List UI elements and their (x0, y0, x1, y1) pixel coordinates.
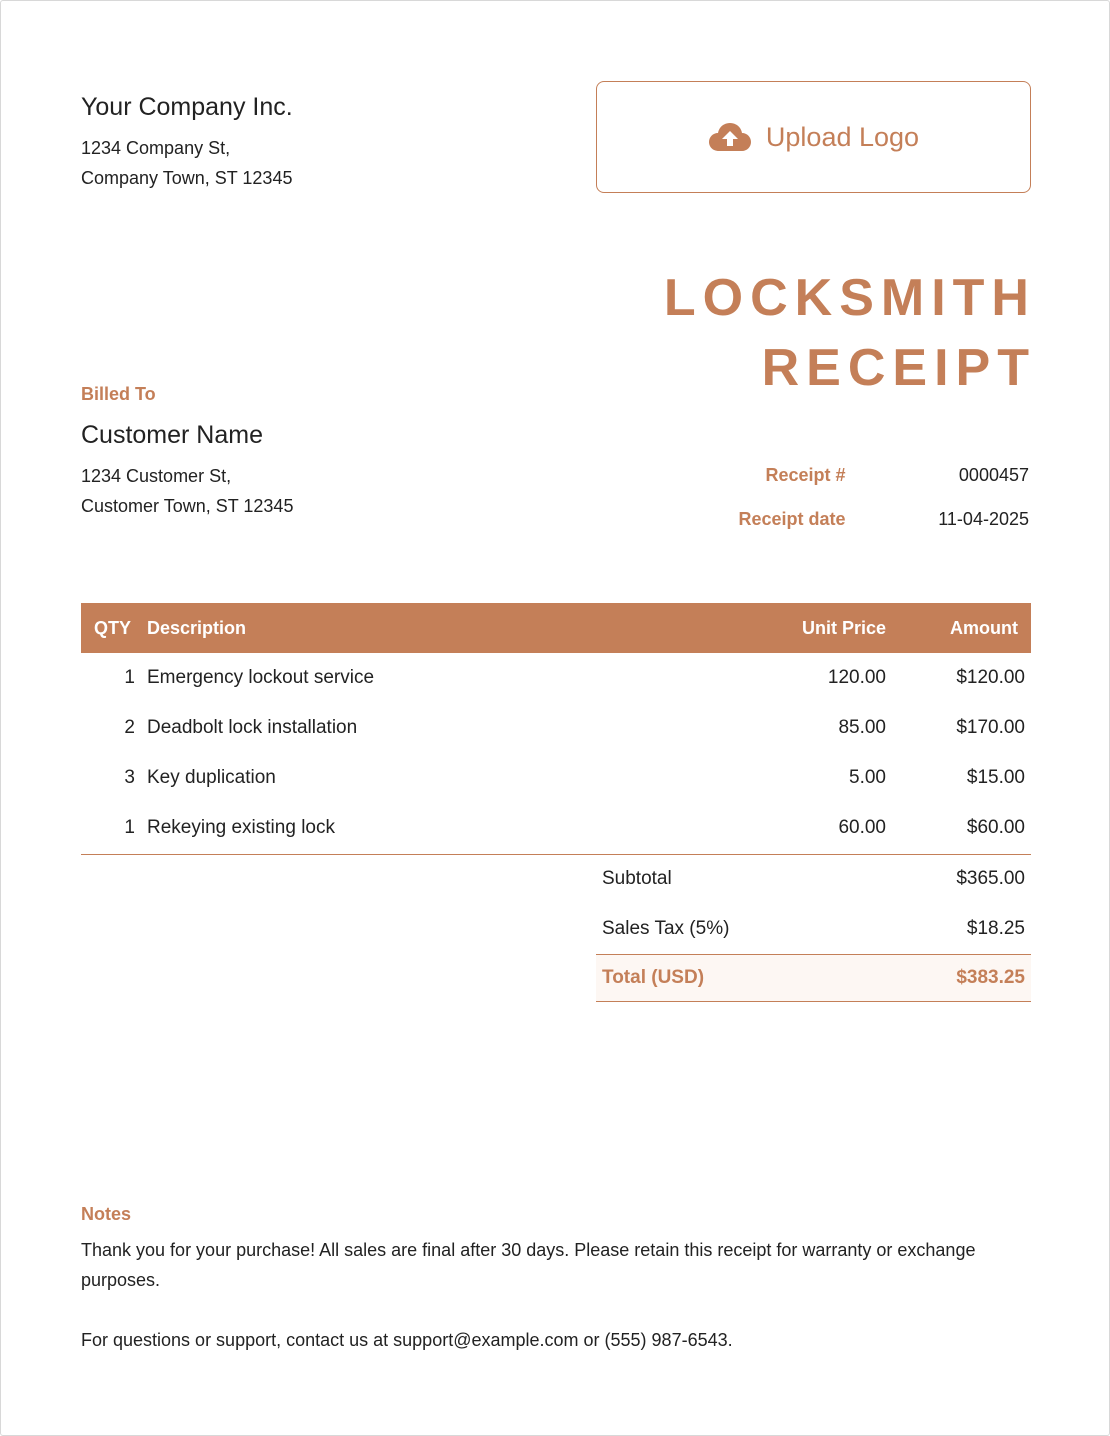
receipt-meta (589, 453, 1029, 541)
upload-logo-label: Upload Logo (765, 121, 920, 152)
table-row (81, 653, 1031, 703)
subtotal-row (596, 854, 1031, 904)
total-label: Total (USD) (602, 967, 705, 988)
table-row (81, 803, 1031, 853)
subtotal-value: $365.00 (956, 868, 1025, 889)
company-address-line2: Company Town, ST 12345 (81, 168, 293, 188)
row-qty: 3 (124, 767, 135, 788)
receipt-number-row (589, 453, 1029, 497)
notes-section (81, 1204, 1031, 1355)
receipt-date-row (589, 497, 1029, 541)
customer-address-line1: 1234 Customer St, (81, 466, 232, 486)
items-table-header (81, 603, 1031, 653)
subtotal-label: Subtotal (602, 868, 672, 889)
tax-label: Sales Tax (5%) (602, 918, 730, 939)
title-line-2: RECEIPT (761, 339, 1036, 397)
row-amount: $60.00 (966, 817, 1025, 838)
notes-text: Thank you for your purchase! All sales are final after 30 days. Please retain this receipt for warranty or exchange purposes. (81, 1240, 976, 1290)
total-row (596, 954, 1031, 1002)
row-amount: $15.00 (966, 767, 1025, 788)
billed-to-section (81, 384, 521, 521)
row-description: Deadbolt lock installation (147, 717, 358, 738)
customer-address-line2: Customer Town, ST 12345 (81, 496, 294, 516)
upload-logo-button[interactable] (596, 81, 1031, 193)
notes-label: Notes (81, 1204, 132, 1224)
row-unit-price: 120.00 (827, 667, 886, 688)
row-unit-price: 85.00 (838, 717, 886, 738)
company-name: Your Company Inc. (81, 93, 293, 121)
tax-row (596, 904, 1031, 954)
header-unit-price: Unit Price (801, 617, 886, 638)
billed-to-label: Billed To (81, 384, 156, 404)
receipt-number-value: 0000457 (958, 464, 1029, 485)
totals-section (596, 854, 1031, 1002)
row-description: Emergency lockout service (147, 667, 375, 688)
row-unit-price: 5.00 (849, 767, 886, 788)
company-address-line1: 1234 Company St, (81, 138, 231, 158)
row-description: Key duplication (147, 767, 276, 788)
row-amount: $170.00 (956, 717, 1025, 738)
row-description: Rekeying existing lock (147, 817, 335, 838)
cloud-upload-icon (708, 121, 752, 153)
header-qty: QTY (94, 617, 132, 638)
notes-contact: For questions or support, contact us at support@example.com or (555) 987-6543. (81, 1330, 733, 1350)
company-address (81, 133, 521, 193)
customer-address (81, 461, 521, 521)
total-value: $383.25 (956, 967, 1025, 988)
title-line-1: LOCKSMITH (663, 269, 1036, 327)
customer-name: Customer Name (81, 421, 263, 449)
receipt-date-value: 11-04-2025 (938, 508, 1029, 529)
table-row (81, 703, 1031, 753)
header-description: Description (147, 617, 247, 638)
row-amount: $120.00 (956, 667, 1025, 688)
receipt-date-label: Receipt date (738, 508, 846, 529)
row-qty: 1 (124, 817, 135, 838)
header-amount: Amount (950, 617, 1018, 638)
receipt-number-label: Receipt # (765, 464, 846, 485)
items-table (81, 603, 1031, 855)
company-info (81, 91, 521, 193)
document-title (509, 263, 1036, 403)
row-qty: 2 (124, 717, 135, 738)
table-row (81, 753, 1031, 803)
tax-value: $18.25 (966, 918, 1025, 939)
row-unit-price: 60.00 (838, 817, 886, 838)
row-qty: 1 (124, 667, 135, 688)
